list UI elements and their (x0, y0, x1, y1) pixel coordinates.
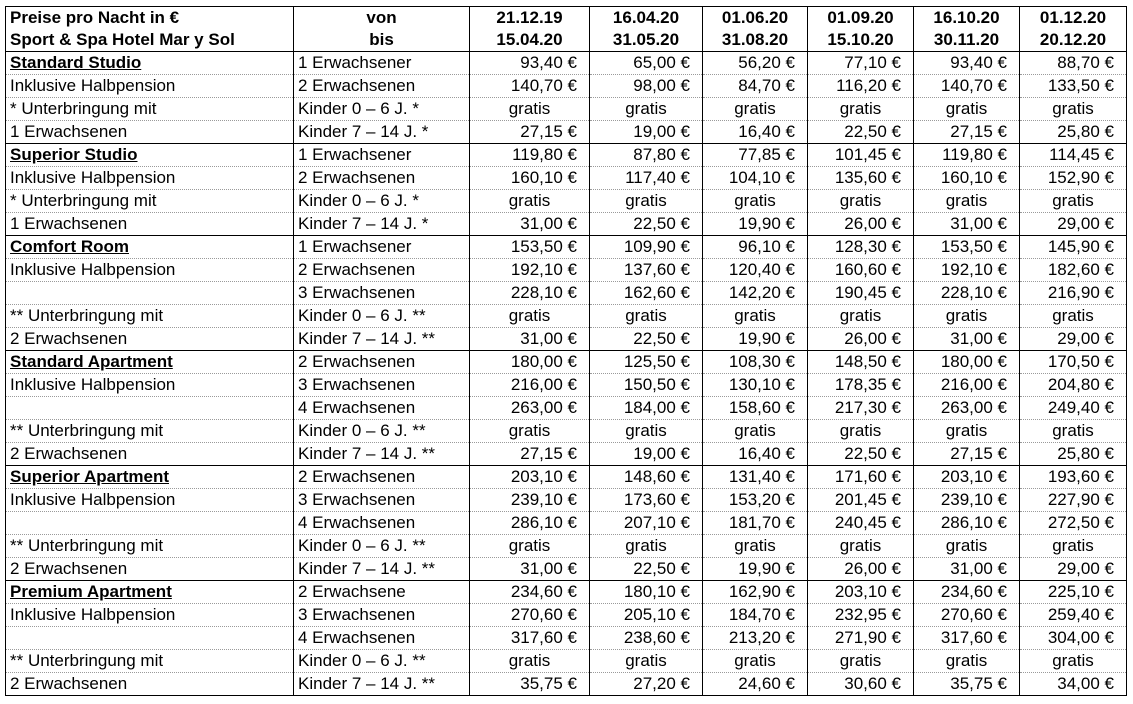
room-note-cell: 2 Erwachsenen (6, 558, 294, 581)
price-cell: gratis (703, 535, 808, 558)
price-cell: 249,40 € (1020, 397, 1127, 420)
price-cell: 162,90 € (703, 581, 808, 604)
price-cell: 317,60 € (470, 627, 590, 650)
price-cell: gratis (470, 305, 590, 328)
occupancy-cell: Kinder 0 – 6 J. ** (294, 535, 470, 558)
price-cell: 180,00 € (470, 351, 590, 374)
price-cell: 271,90 € (808, 627, 914, 650)
price-cell: 117,40 € (590, 167, 703, 190)
header-cell: 16.10.20 (914, 7, 1020, 30)
header-cell: 30.11.20 (914, 29, 1020, 52)
price-cell: 140,70 € (914, 75, 1020, 98)
table-row (6, 259, 1127, 282)
price-cell: gratis (590, 305, 703, 328)
price-cell: 317,60 € (914, 627, 1020, 650)
table-row (6, 512, 1127, 535)
room-category-title: Superior Studio (6, 144, 294, 167)
occupancy-cell: Kinder 7 – 14 J. ** (294, 673, 470, 696)
room-note-cell: 2 Erwachsenen (6, 443, 294, 466)
price-cell: 131,40 € (703, 466, 808, 489)
price-cell: 25,80 € (1020, 443, 1127, 466)
table-row (6, 351, 1127, 374)
room-note-cell: 2 Erwachsenen (6, 328, 294, 351)
price-cell: 31,00 € (914, 213, 1020, 236)
price-cell: 27,15 € (470, 121, 590, 144)
price-cell: gratis (703, 305, 808, 328)
occupancy-cell: Kinder 0 – 6 J. ** (294, 305, 470, 328)
occupancy-cell: 3 Erwachsenen (294, 489, 470, 512)
price-cell: 203,10 € (470, 466, 590, 489)
table-row (6, 558, 1127, 581)
table-row (6, 75, 1127, 98)
price-cell: 286,10 € (914, 512, 1020, 535)
occupancy-cell: Kinder 7 – 14 J. ** (294, 328, 470, 351)
price-cell: 190,45 € (808, 282, 914, 305)
price-cell: 27,15 € (914, 443, 1020, 466)
price-cell: gratis (703, 650, 808, 673)
price-cell: 56,20 € (703, 52, 808, 75)
price-cell: gratis (914, 420, 1020, 443)
price-cell: 204,80 € (1020, 374, 1127, 397)
occupancy-cell: Kinder 7 – 14 J. ** (294, 443, 470, 466)
occupancy-cell: 1 Erwachsener (294, 144, 470, 167)
occupancy-cell: 2 Erwachsene (294, 581, 470, 604)
room-note-cell: ** Unterbringung mit (6, 305, 294, 328)
occupancy-cell: 2 Erwachsenen (294, 167, 470, 190)
price-cell: gratis (470, 190, 590, 213)
room-note-cell: 1 Erwachsenen (6, 213, 294, 236)
price-cell: 88,70 € (1020, 52, 1127, 75)
price-cell: 119,80 € (914, 144, 1020, 167)
occupancy-cell: Kinder 0 – 6 J. ** (294, 420, 470, 443)
table-row (6, 374, 1127, 397)
price-cell: 216,00 € (914, 374, 1020, 397)
price-cell: 104,10 € (703, 167, 808, 190)
table-row (6, 167, 1127, 190)
price-cell: 19,90 € (703, 213, 808, 236)
price-cell: gratis (703, 420, 808, 443)
price-cell: 240,45 € (808, 512, 914, 535)
price-cell: 182,60 € (1020, 259, 1127, 282)
price-cell: 234,60 € (470, 581, 590, 604)
price-cell: gratis (1020, 535, 1127, 558)
price-cell: 22,50 € (590, 213, 703, 236)
occupancy-cell: 2 Erwachsenen (294, 466, 470, 489)
price-cell: 98,00 € (590, 75, 703, 98)
table-row (6, 236, 1127, 259)
price-cell: 216,90 € (1020, 282, 1127, 305)
room-note-cell: Inklusive Halbpension (6, 489, 294, 512)
price-cell: 19,00 € (590, 443, 703, 466)
price-cell: 19,90 € (703, 328, 808, 351)
room-note-cell (6, 627, 294, 650)
price-cell: 171,60 € (808, 466, 914, 489)
price-cell: 26,00 € (808, 558, 914, 581)
occupancy-cell: 2 Erwachsenen (294, 75, 470, 98)
header-cell: von (294, 7, 470, 30)
room-note-cell: 1 Erwachsenen (6, 121, 294, 144)
price-cell: gratis (808, 190, 914, 213)
price-cell: 184,70 € (703, 604, 808, 627)
occupancy-cell: Kinder 7 – 14 J. * (294, 121, 470, 144)
price-cell: 192,10 € (914, 259, 1020, 282)
price-cell: gratis (590, 190, 703, 213)
price-cell: 128,30 € (808, 236, 914, 259)
table-row (6, 144, 1127, 167)
price-cell: 114,45 € (1020, 144, 1127, 167)
price-cell: 125,50 € (590, 351, 703, 374)
occupancy-cell: 3 Erwachsenen (294, 604, 470, 627)
header-cell: 15.04.20 (470, 29, 590, 52)
table-row (6, 328, 1127, 351)
occupancy-cell: Kinder 7 – 14 J. ** (294, 558, 470, 581)
price-cell: gratis (590, 420, 703, 443)
occupancy-cell: 3 Erwachsenen (294, 374, 470, 397)
price-cell: 30,60 € (808, 673, 914, 696)
price-cell: 228,10 € (470, 282, 590, 305)
price-cell: 77,10 € (808, 52, 914, 75)
price-cell: 207,10 € (590, 512, 703, 535)
price-table (5, 6, 1127, 696)
price-cell: gratis (808, 535, 914, 558)
price-cell: gratis (1020, 420, 1127, 443)
table-row (6, 305, 1127, 328)
room-category-title: Standard Studio (6, 52, 294, 75)
price-cell: 137,60 € (590, 259, 703, 282)
price-cell: 27,15 € (470, 443, 590, 466)
price-cell: gratis (914, 535, 1020, 558)
price-cell: 216,00 € (470, 374, 590, 397)
occupancy-cell: 1 Erwachsener (294, 236, 470, 259)
room-note-cell: ** Unterbringung mit (6, 420, 294, 443)
header-cell: bis (294, 29, 470, 52)
price-cell: 24,60 € (703, 673, 808, 696)
price-cell: 304,00 € (1020, 627, 1127, 650)
price-cell: 27,20 € (590, 673, 703, 696)
price-cell: 225,10 € (1020, 581, 1127, 604)
price-cell: 96,10 € (703, 236, 808, 259)
room-category-title: Standard Apartment (6, 351, 294, 374)
price-cell: 263,00 € (470, 397, 590, 420)
room-note-cell (6, 397, 294, 420)
price-cell: 101,45 € (808, 144, 914, 167)
price-cell: 130,10 € (703, 374, 808, 397)
price-cell: 153,20 € (703, 489, 808, 512)
occupancy-cell: Kinder 0 – 6 J. * (294, 98, 470, 121)
price-cell: gratis (914, 305, 1020, 328)
price-cell: 178,35 € (808, 374, 914, 397)
price-cell: 19,90 € (703, 558, 808, 581)
price-cell: 205,10 € (590, 604, 703, 627)
price-cell: gratis (1020, 305, 1127, 328)
room-note-cell: Inklusive Halbpension (6, 374, 294, 397)
room-note-cell: ** Unterbringung mit (6, 535, 294, 558)
price-cell: 29,00 € (1020, 328, 1127, 351)
price-cell: 35,75 € (470, 673, 590, 696)
price-cell: 239,10 € (914, 489, 1020, 512)
price-cell: 286,10 € (470, 512, 590, 535)
price-cell: 270,60 € (470, 604, 590, 627)
price-cell: gratis (470, 98, 590, 121)
price-cell: gratis (470, 650, 590, 673)
price-cell: 119,80 € (470, 144, 590, 167)
price-cell: 232,95 € (808, 604, 914, 627)
price-cell: 238,60 € (590, 627, 703, 650)
price-cell: 135,60 € (808, 167, 914, 190)
room-note-cell: ** Unterbringung mit (6, 650, 294, 673)
price-cell: gratis (808, 650, 914, 673)
price-cell: 31,00 € (470, 213, 590, 236)
price-cell: gratis (590, 98, 703, 121)
price-cell: 173,60 € (590, 489, 703, 512)
table-row (6, 121, 1127, 144)
price-table-body (6, 7, 1127, 696)
room-note-cell: Inklusive Halbpension (6, 604, 294, 627)
room-note-cell: Inklusive Halbpension (6, 75, 294, 98)
room-note-cell: 2 Erwachsenen (6, 673, 294, 696)
table-row (6, 650, 1127, 673)
price-cell: 239,10 € (470, 489, 590, 512)
price-cell: 25,80 € (1020, 121, 1127, 144)
price-cell: 180,00 € (914, 351, 1020, 374)
table-row (6, 581, 1127, 604)
price-cell: 160,10 € (470, 167, 590, 190)
header-cell: 01.12.20 (1020, 7, 1127, 30)
price-cell: 22,50 € (808, 443, 914, 466)
price-cell: 272,50 € (1020, 512, 1127, 535)
price-cell: 180,10 € (590, 581, 703, 604)
table-row (6, 466, 1127, 489)
room-note-cell: Inklusive Halbpension (6, 167, 294, 190)
room-note-cell (6, 512, 294, 535)
price-cell: 162,60 € (590, 282, 703, 305)
price-cell: 160,60 € (808, 259, 914, 282)
price-cell: gratis (470, 535, 590, 558)
price-cell: 234,60 € (914, 581, 1020, 604)
price-cell: gratis (808, 305, 914, 328)
price-cell: 29,00 € (1020, 213, 1127, 236)
occupancy-cell: 1 Erwachsener (294, 52, 470, 75)
header-cell: 01.09.20 (808, 7, 914, 30)
price-cell: gratis (1020, 650, 1127, 673)
price-cell: gratis (808, 420, 914, 443)
header-cell: 21.12.19 (470, 7, 590, 30)
price-cell: 26,00 € (808, 328, 914, 351)
header-cell: 20.12.20 (1020, 29, 1127, 52)
price-cell: gratis (470, 420, 590, 443)
occupancy-cell: 4 Erwachsenen (294, 397, 470, 420)
room-note-cell: * Unterbringung mit (6, 98, 294, 121)
price-cell: gratis (703, 98, 808, 121)
price-cell: gratis (914, 650, 1020, 673)
price-cell: 16,40 € (703, 121, 808, 144)
price-cell: 31,00 € (914, 328, 1020, 351)
price-cell: 148,50 € (808, 351, 914, 374)
occupancy-cell: 3 Erwachsenen (294, 282, 470, 305)
price-cell: 203,10 € (914, 466, 1020, 489)
price-cell: gratis (1020, 98, 1127, 121)
price-cell: 22,50 € (590, 328, 703, 351)
table-row (6, 604, 1127, 627)
price-cell: gratis (703, 190, 808, 213)
price-cell: 184,00 € (590, 397, 703, 420)
table-row (6, 443, 1127, 466)
price-cell: 181,70 € (703, 512, 808, 535)
occupancy-cell: 4 Erwachsenen (294, 627, 470, 650)
price-cell: 31,00 € (914, 558, 1020, 581)
occupancy-cell: Kinder 0 – 6 J. ** (294, 650, 470, 673)
price-cell: 153,50 € (470, 236, 590, 259)
price-cell: 148,60 € (590, 466, 703, 489)
price-cell: 22,50 € (808, 121, 914, 144)
table-row (6, 673, 1127, 696)
table-row (6, 535, 1127, 558)
price-cell: 34,00 € (1020, 673, 1127, 696)
room-note-cell: * Unterbringung mit (6, 190, 294, 213)
price-cell: 140,70 € (470, 75, 590, 98)
table-row (6, 213, 1127, 236)
header-row-to (6, 29, 1127, 52)
occupancy-cell: 2 Erwachsenen (294, 351, 470, 374)
price-cell: 31,00 € (470, 558, 590, 581)
price-cell: gratis (808, 98, 914, 121)
price-cell: 35,75 € (914, 673, 1020, 696)
price-cell: 27,15 € (914, 121, 1020, 144)
price-cell: 84,70 € (703, 75, 808, 98)
table-row (6, 98, 1127, 121)
price-cell: 29,00 € (1020, 558, 1127, 581)
header-row-from (6, 7, 1127, 30)
occupancy-cell: 4 Erwachsenen (294, 512, 470, 535)
header-cell: 31.05.20 (590, 29, 703, 52)
price-cell: gratis (590, 650, 703, 673)
price-cell: 158,60 € (703, 397, 808, 420)
occupancy-cell: Kinder 0 – 6 J. * (294, 190, 470, 213)
price-cell: 93,40 € (470, 52, 590, 75)
price-cell: 65,00 € (590, 52, 703, 75)
room-note-cell: Inklusive Halbpension (6, 259, 294, 282)
table-row (6, 397, 1127, 420)
price-cell: gratis (914, 98, 1020, 121)
room-category-title: Comfort Room (6, 236, 294, 259)
price-cell: 228,10 € (914, 282, 1020, 305)
table-row (6, 190, 1127, 213)
price-cell: gratis (590, 535, 703, 558)
price-cell: 160,10 € (914, 167, 1020, 190)
price-cell: 31,00 € (470, 328, 590, 351)
occupancy-cell: Kinder 7 – 14 J. * (294, 213, 470, 236)
room-category-title: Superior Apartment (6, 466, 294, 489)
price-cell: 217,30 € (808, 397, 914, 420)
price-cell: 120,40 € (703, 259, 808, 282)
table-row (6, 627, 1127, 650)
header-cell: 01.06.20 (703, 7, 808, 30)
price-cell: 201,45 € (808, 489, 914, 512)
price-cell: 150,50 € (590, 374, 703, 397)
table-row (6, 420, 1127, 443)
price-cell: 26,00 € (808, 213, 914, 236)
price-cell: 213,20 € (703, 627, 808, 650)
price-cell: 109,90 € (590, 236, 703, 259)
price-cell: 16,40 € (703, 443, 808, 466)
price-cell: 152,90 € (1020, 167, 1127, 190)
price-cell: gratis (914, 190, 1020, 213)
price-cell: 263,00 € (914, 397, 1020, 420)
table-row (6, 489, 1127, 512)
price-cell: 108,30 € (703, 351, 808, 374)
occupancy-cell: 2 Erwachsenen (294, 259, 470, 282)
price-cell: 93,40 € (914, 52, 1020, 75)
room-note-cell (6, 282, 294, 305)
table-row (6, 282, 1127, 305)
price-cell: 19,00 € (590, 121, 703, 144)
price-cell: 142,20 € (703, 282, 808, 305)
header-cell: Preise pro Nacht in € (6, 7, 294, 30)
room-category-title: Premium Apartment (6, 581, 294, 604)
price-cell: 145,90 € (1020, 236, 1127, 259)
table-row (6, 52, 1127, 75)
header-cell: 15.10.20 (808, 29, 914, 52)
price-cell: 170,50 € (1020, 351, 1127, 374)
price-cell: 153,50 € (914, 236, 1020, 259)
price-cell: 270,60 € (914, 604, 1020, 627)
header-cell: Sport & Spa Hotel Mar y Sol (6, 29, 294, 52)
price-cell: 227,90 € (1020, 489, 1127, 512)
header-cell: 31.08.20 (703, 29, 808, 52)
price-cell: 87,80 € (590, 144, 703, 167)
header-cell: 16.04.20 (590, 7, 703, 30)
price-cell: 133,50 € (1020, 75, 1127, 98)
price-cell: 77,85 € (703, 144, 808, 167)
price-cell: 192,10 € (470, 259, 590, 282)
price-cell: 259,40 € (1020, 604, 1127, 627)
price-cell: 116,20 € (808, 75, 914, 98)
price-cell: 22,50 € (590, 558, 703, 581)
price-cell: 193,60 € (1020, 466, 1127, 489)
price-cell: gratis (1020, 190, 1127, 213)
price-cell: 203,10 € (808, 581, 914, 604)
